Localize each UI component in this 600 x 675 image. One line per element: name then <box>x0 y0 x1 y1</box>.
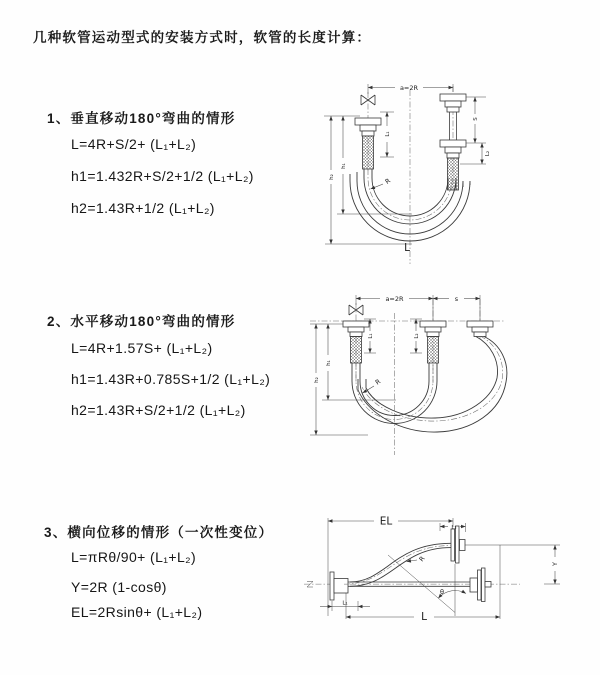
d2-middle-pipe-flange <box>420 321 446 363</box>
d1-dim-a2r <box>368 84 453 94</box>
d3-hose-curve <box>344 543 451 586</box>
d1-dim-l1 <box>380 112 394 157</box>
section1-formula-h1: h1=1.432R+S/2+1/2 (L₁+L₂) <box>71 168 254 184</box>
d3-radius-label: R <box>417 554 427 564</box>
section2-formula-l: L=4R+1.57S+ (L₁+L₂) <box>71 340 213 356</box>
d3-y-label: Y <box>551 562 559 566</box>
d1-right-hose-braid <box>448 158 459 190</box>
d3-dim-l1 <box>320 601 370 612</box>
d2-h1-label: h₁ <box>326 360 332 366</box>
d1-l2-label: L₂ <box>485 150 491 157</box>
section3-formula-l: L=πRθ/90+ (L₁+L₂) <box>71 549 197 565</box>
d3-upper-flange <box>451 526 465 563</box>
d2-h2-label: h₂ <box>314 377 320 383</box>
d3-el-label: EL <box>379 515 393 528</box>
diagram-vertical-180-bend <box>310 72 600 267</box>
d1-h1-label: h₁ <box>341 163 347 169</box>
d2-shifted-pipe-flange <box>467 321 493 337</box>
d3-l1-label: L₁ <box>342 600 348 607</box>
d1-s-label: S <box>473 117 479 121</box>
d3-angle-construction <box>388 555 466 616</box>
d1-radius-label: R <box>383 176 393 186</box>
d1-dim-s <box>460 97 491 164</box>
section3-heading: 3、横向位移的情形（一次性变位） <box>44 525 274 540</box>
section2-heading: 2、水平移动180°弯曲的情形 <box>47 314 236 329</box>
d3-dim-l2 <box>440 523 466 532</box>
d2-radius-leader <box>363 377 383 393</box>
d2-dim-a2r-s <box>356 295 480 321</box>
d2-middle-hose-braid <box>428 337 439 364</box>
section2-formula-h2: h2=1.43R+S/2+1/2 (L₁+L₂) <box>71 402 246 418</box>
section2-formula-h1: h1=1.43R+0.785S+1/2 (L₁+L₂) <box>71 371 271 387</box>
d1-h2-label: h₂ <box>329 174 335 180</box>
d2-left-hose-braid <box>351 337 362 364</box>
d3-theta-label: θ <box>440 588 444 596</box>
d1-right-pipe-flanges <box>440 94 466 190</box>
d3-left-flange <box>330 572 348 600</box>
d3-l2-label: L₂ <box>451 525 457 531</box>
d1-l1-label: L₁ <box>385 131 391 137</box>
d2-a2r-label: a=2R <box>385 295 404 303</box>
d2-left-pipe-flange <box>343 321 369 363</box>
section1-formula-h2: h2=1.43R+1/2 (L₁+L₂) <box>71 200 215 216</box>
d3-l-label: L <box>421 611 427 623</box>
d2-radius-label: R <box>373 377 383 387</box>
d2-s-label: s <box>454 295 459 303</box>
d2-l2-label: L₂ <box>414 333 420 339</box>
d1-length-label: L <box>404 242 410 254</box>
d3-right-flange <box>470 568 491 602</box>
section1-formula-l: L=4R+S/2+ (L₁+L₂) <box>71 136 197 152</box>
section3-formula-y: Y=2R (1-cosθ) <box>71 579 167 595</box>
diagram-lateral-displacement <box>298 498 600 643</box>
page-title: 几种软管运动型式的安装方式时，软管的长度计算： <box>33 30 372 45</box>
d1-left-hose-braid <box>363 136 374 169</box>
d1-centerlines <box>368 86 453 264</box>
section3-formula-el: EL=2Rsinθ+ (L₁+L₂) <box>71 604 203 620</box>
d1-left-pipe-flange <box>355 118 381 169</box>
d1-a2r-label: a=2R <box>399 84 419 92</box>
d2-l1-label: L₁ <box>368 333 374 339</box>
diagram-horizontal-180-bend <box>308 283 600 463</box>
section1-heading: 1、垂直移动180°弯曲的情形 <box>47 111 236 126</box>
d1-radius-leader <box>371 177 393 189</box>
